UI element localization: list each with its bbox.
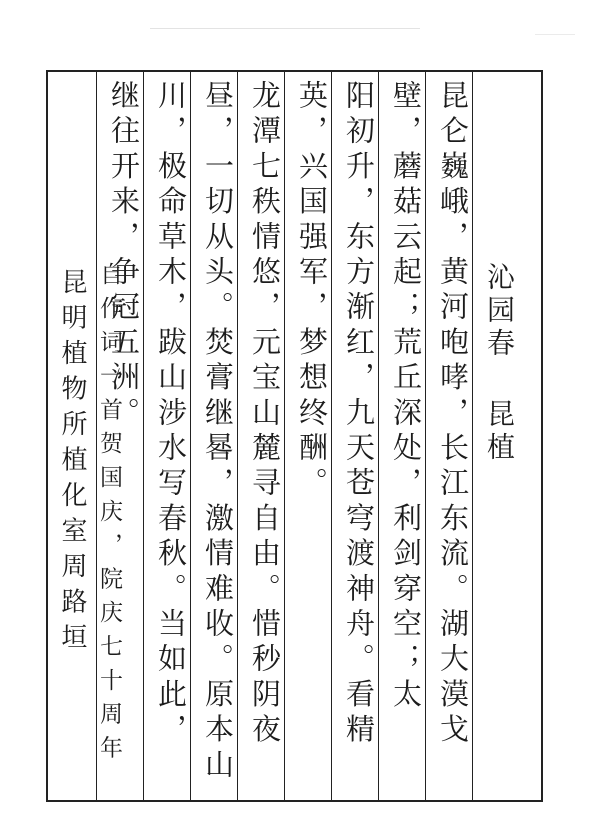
poem-line-1: 昆仑巍峨，黄河咆哮，长江东流。湖大漠戈: [436, 80, 470, 749]
grid-divider: [378, 72, 379, 800]
poem-title: 沁园春 昆植: [483, 262, 516, 465]
grid-divider: [331, 72, 332, 800]
poem-line-7: 川，极命草木，跋山涉水写春秋。当如此，: [154, 80, 188, 749]
poem-line-5: 龙潭七秩情悠，元宝山麓寻自由。惜秒阴夜: [248, 80, 282, 749]
poem-line-3: 阳初升，东方渐红，九天苍穹渡神舟。看精: [342, 80, 376, 749]
faint-rule-mark: [535, 34, 575, 35]
poem-line-4: 英，兴国强军，梦想终酬。: [295, 80, 329, 503]
poem-line-2: 壁，蘑菇云起；荒丘深处，利剑穿空；太: [389, 80, 423, 714]
grid-divider: [237, 72, 238, 800]
grid-divider: [143, 72, 144, 800]
faint-rule-line: [150, 28, 420, 29]
grid-divider: [425, 72, 426, 800]
author-signature: 昆明植物所植化室周路垣: [57, 268, 87, 659]
poem-line-6: 昼，一切从头。焚膏继晷，激情难收。原本山: [201, 80, 235, 784]
poem-line-8: 继往开来，争冠五洲。: [107, 80, 141, 432]
grid-divider: [284, 72, 285, 800]
grid-divider: [190, 72, 191, 800]
grid-divider: [472, 72, 473, 800]
colophon-line: 自作词一首贺国庆，院庆七十周年: [96, 262, 122, 769]
